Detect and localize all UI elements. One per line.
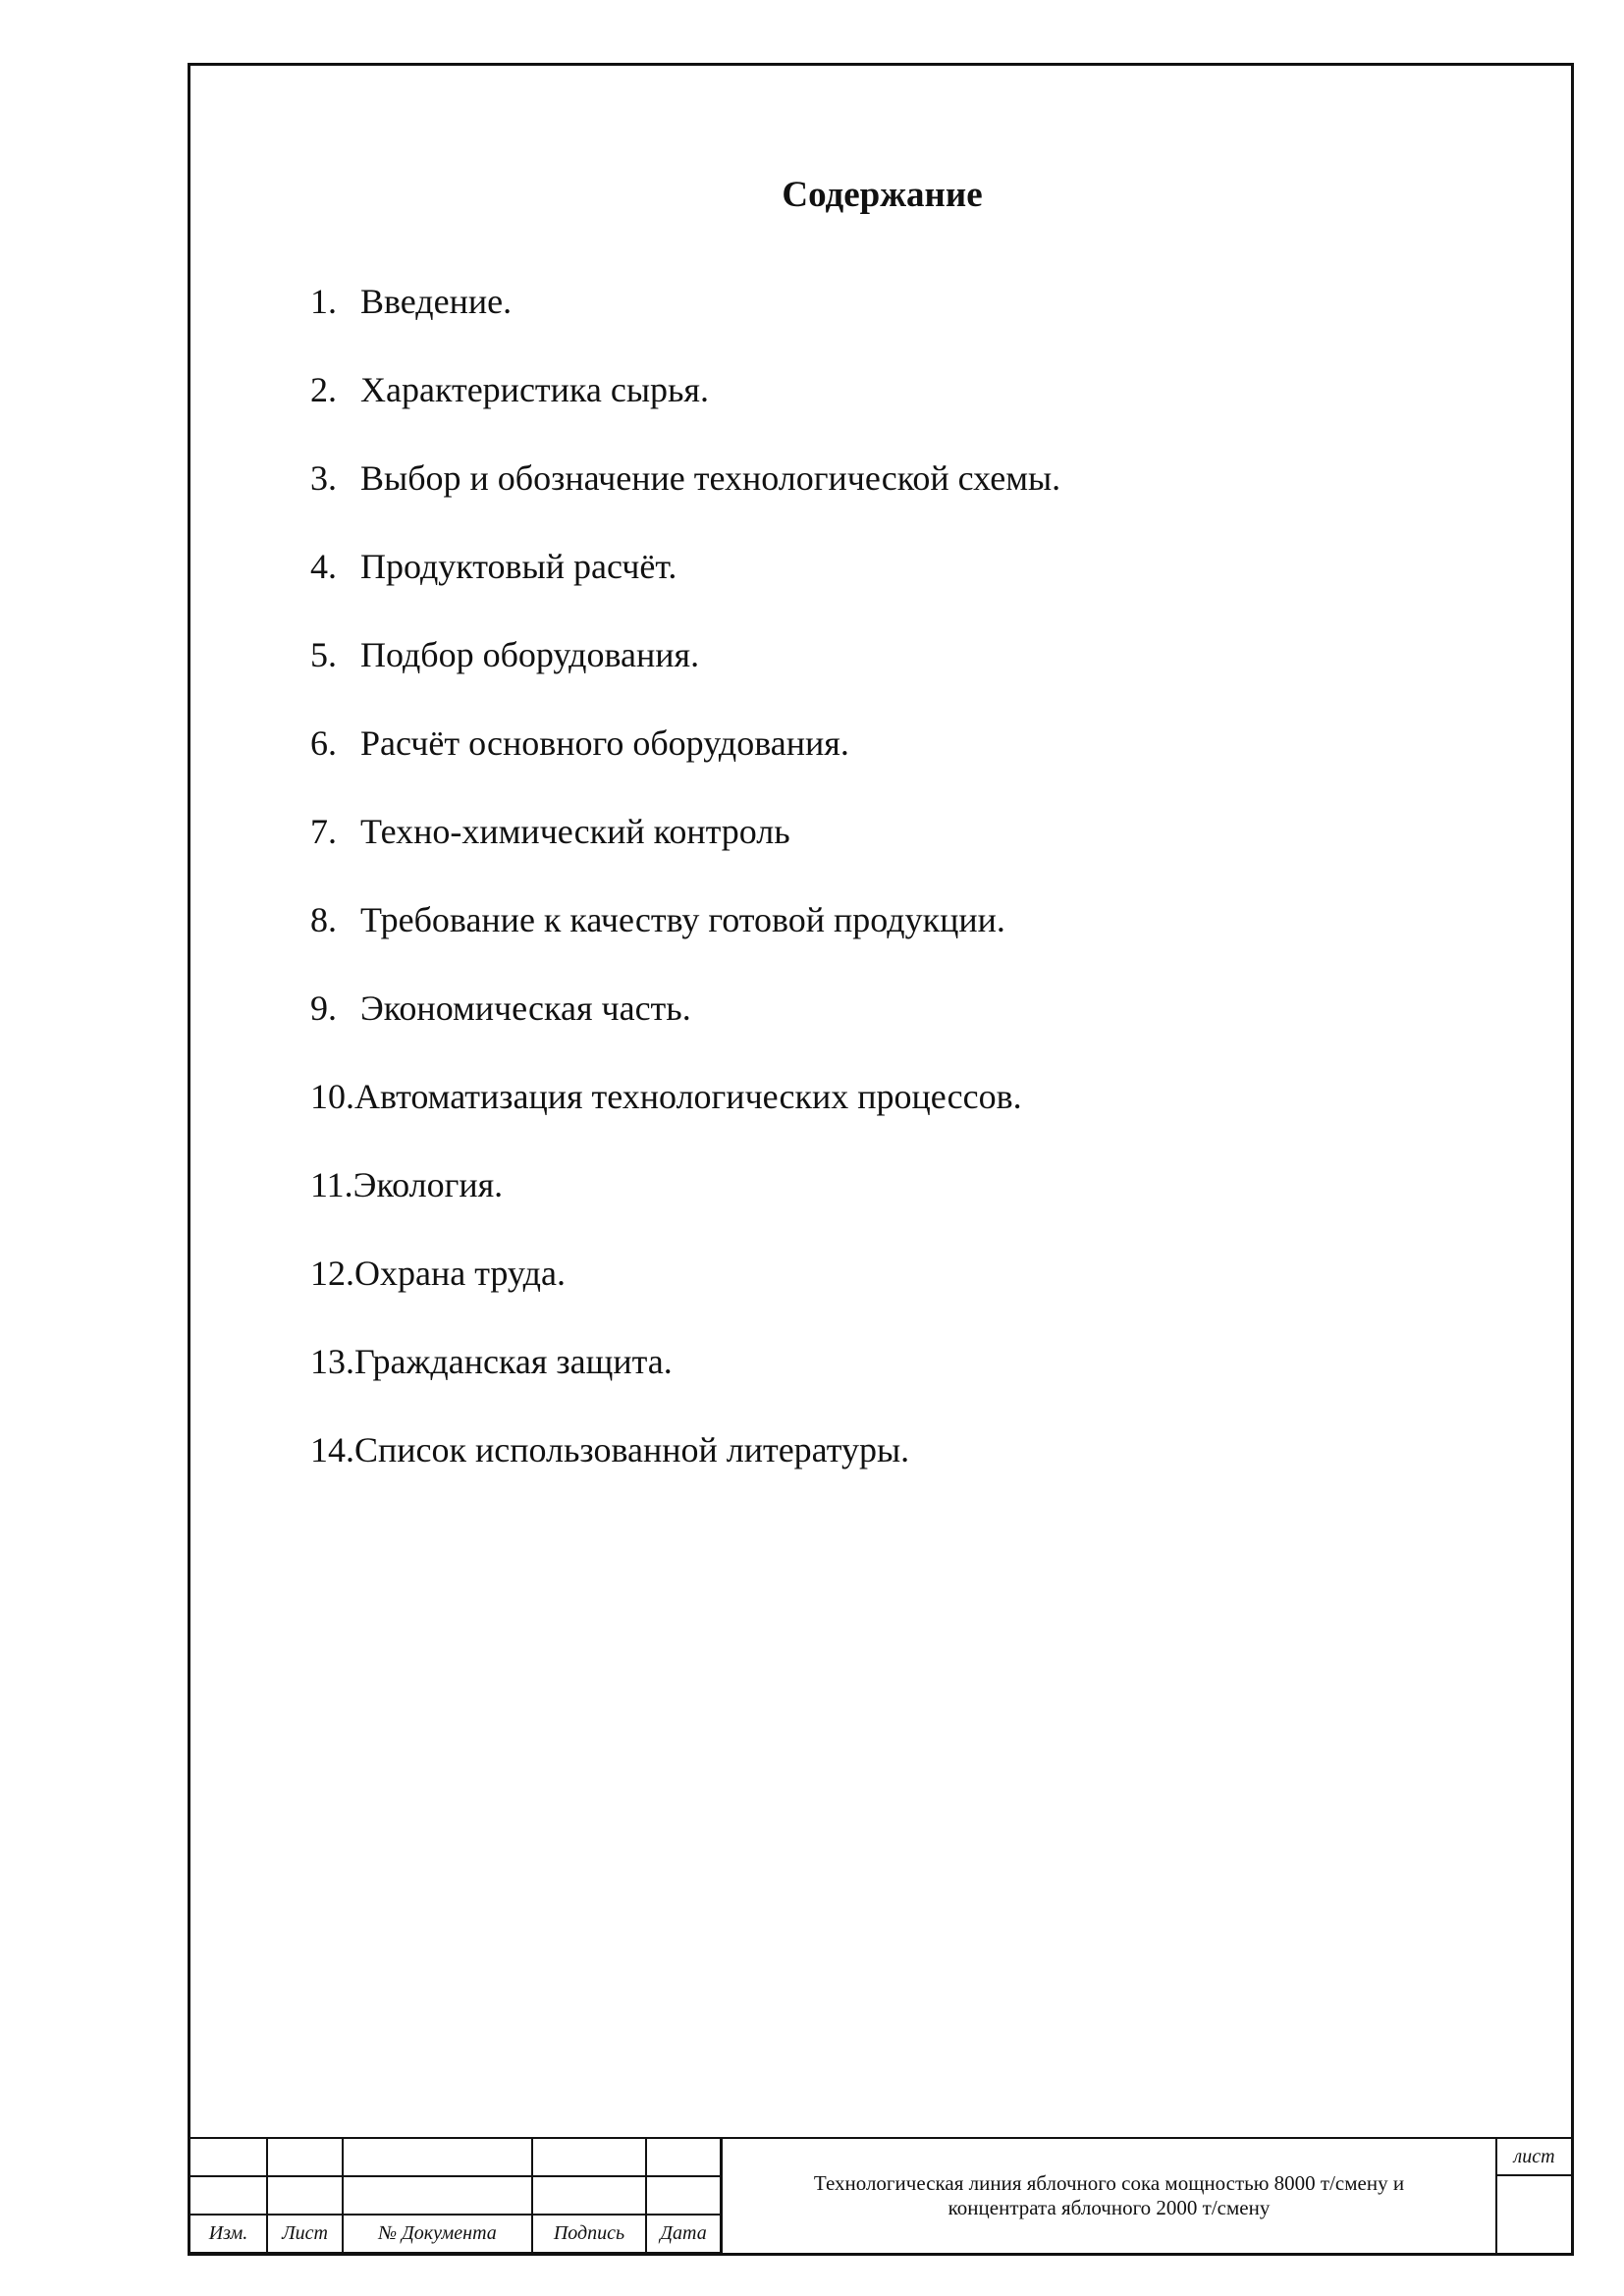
toc-item-text: Гражданская защита. xyxy=(354,1342,673,1381)
stamp-col-change: Изм. xyxy=(190,2215,267,2253)
stamp-sheet-box xyxy=(1495,2139,1571,2253)
toc-item xyxy=(310,1317,1060,1406)
stamp-cell xyxy=(190,2176,267,2215)
stamp-cell xyxy=(532,2139,646,2176)
toc-item xyxy=(310,1052,1060,1141)
toc-item xyxy=(310,346,1060,434)
toc-item-number: 8. xyxy=(310,900,337,939)
toc-item xyxy=(310,257,1060,346)
toc-item-text: Автоматизация технологических процессов. xyxy=(354,1077,1022,1116)
toc-item-text: Экология. xyxy=(352,1165,504,1204)
toc-item-number: 6. xyxy=(310,723,337,763)
toc-item-number: 9. xyxy=(310,988,337,1028)
toc-item-number: 4. xyxy=(310,547,337,586)
toc-item-text: Требование к качеству готовой продукции. xyxy=(360,900,1005,939)
toc-item-text: Выбор и обозначение технологической схемы. xyxy=(360,458,1061,498)
toc-item-number: 10. xyxy=(310,1077,354,1116)
toc-item xyxy=(310,434,1060,522)
stamp-cell xyxy=(343,2176,532,2215)
toc-item xyxy=(310,1229,1060,1317)
toc-item-number: 2. xyxy=(310,370,337,409)
toc-item-number: 1. xyxy=(310,282,337,321)
stamp-cell xyxy=(646,2139,721,2176)
toc-item-text: Введение. xyxy=(360,282,513,321)
page-frame xyxy=(188,63,1574,2256)
table-of-contents xyxy=(310,257,1060,1494)
stamp-col-signature: Подпись xyxy=(532,2215,646,2253)
toc-item xyxy=(310,699,1060,787)
toc-item-text: Продуктовый расчёт. xyxy=(360,547,677,586)
toc-item-number: 5. xyxy=(310,635,337,674)
toc-item xyxy=(310,1141,1060,1229)
toc-item-text: Экономическая часть. xyxy=(360,988,691,1028)
toc-item xyxy=(310,611,1060,699)
toc-item xyxy=(310,522,1060,611)
toc-item-number: 7. xyxy=(310,812,337,851)
stamp-sheet-number xyxy=(1497,2176,1571,2253)
toc-item-text: Список использованной литературы. xyxy=(354,1430,910,1469)
stamp-col-date: Дата xyxy=(646,2215,721,2253)
stamp-cell xyxy=(267,2139,343,2176)
stamp-cell xyxy=(267,2176,343,2215)
stamp-col-sheet: Лист xyxy=(267,2215,343,2253)
stamp-cell xyxy=(532,2176,646,2215)
toc-item-text: Характеристика сырья. xyxy=(360,370,709,409)
toc-item xyxy=(310,787,1060,876)
document-title: Содержание xyxy=(782,175,983,215)
toc-item xyxy=(310,876,1060,964)
toc-item-text: Расчёт основного оборудования. xyxy=(360,723,849,763)
stamp-grid xyxy=(190,2139,722,2254)
stamp-sheet-label: лист xyxy=(1497,2139,1571,2176)
toc-item-number: 13. xyxy=(310,1342,354,1381)
stamp-cell xyxy=(646,2176,721,2215)
toc-item-number: 14. xyxy=(310,1430,354,1469)
title-block-stamp xyxy=(190,2137,1571,2253)
toc-item-number: 11. xyxy=(310,1165,353,1204)
toc-item-text: Техно-химический контроль xyxy=(360,812,790,851)
toc-item-text: Охрана труда. xyxy=(354,1254,566,1293)
stamp-cell xyxy=(190,2139,267,2176)
toc-item xyxy=(310,1406,1060,1494)
toc-item-text: Подбор оборудования. xyxy=(360,635,700,674)
toc-item-number: 12. xyxy=(310,1254,354,1293)
stamp-cell xyxy=(343,2139,532,2176)
stamp-col-document: № Документа xyxy=(343,2215,532,2253)
toc-item-number: 3. xyxy=(310,458,337,498)
toc-item xyxy=(310,964,1060,1052)
stamp-description: Технологическая линия яблочного сока мощностью 8000 т/смену и концентрата яблочного 2000 т/смену xyxy=(721,2139,1495,2253)
